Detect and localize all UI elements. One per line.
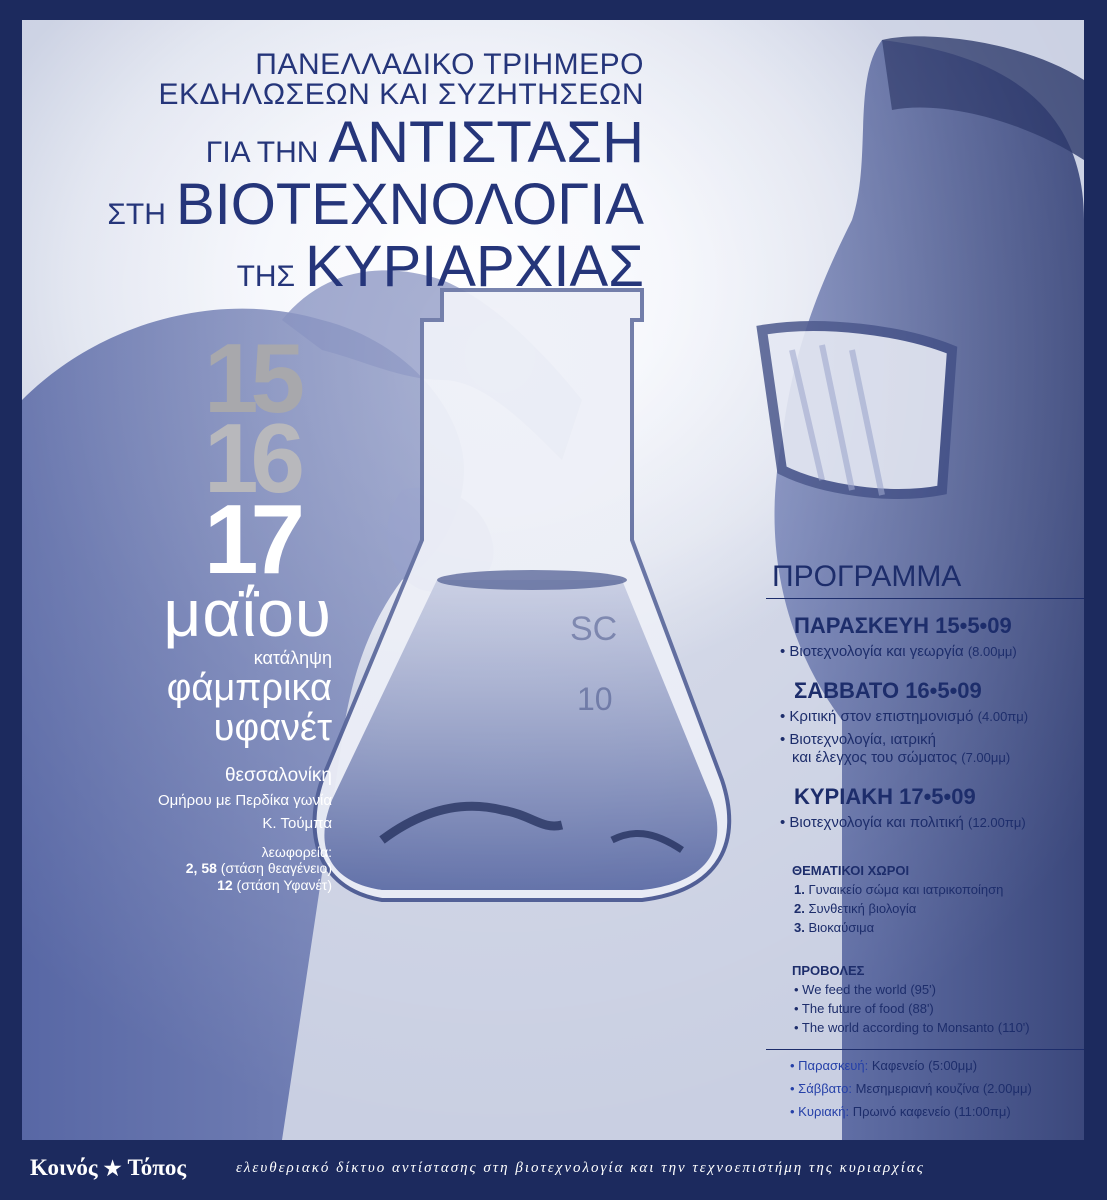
- theme-number: 1.: [794, 881, 805, 897]
- meal-item: [790, 1058, 1084, 1073]
- event-time: (7.00μμ): [961, 750, 1011, 766]
- title-line-4-main: ΒΙΟΤΕΧΝΟΛΟΓΙΑ: [175, 172, 644, 237]
- bus-line-1: [82, 860, 332, 878]
- venue-name-1: φάμπρικα: [166, 667, 332, 709]
- event-text: • Βιοτεχνολογία και γεωργία: [780, 643, 964, 660]
- bus-line-2: [82, 877, 332, 895]
- title-line-1: ΠΑΝΕΛΛΑΔΙΚΟ ΤΡΙΗΜΕΡΟ: [255, 48, 644, 81]
- event-saturday-1: [780, 708, 1084, 727]
- brand-word-1: Κοινός: [30, 1155, 98, 1180]
- theme-text: Γυναικείο σώμα και ιατρικοποίηση: [808, 881, 1004, 897]
- screening-item: • We feed the world (95'): [794, 981, 936, 997]
- event-friday-1: [780, 643, 1084, 662]
- title-line-4-prefix: ΣΤΗ: [107, 198, 166, 231]
- buses-label: λεωφορεία:: [261, 843, 332, 860]
- theme-item: [794, 920, 1084, 935]
- theme-item: [794, 901, 1084, 916]
- venue-name-2: υφανέτ: [213, 706, 332, 749]
- theme-number: 3.: [794, 919, 805, 935]
- date-16: 16: [204, 403, 298, 514]
- date-17: 17: [204, 483, 298, 594]
- poster-panel: [22, 20, 1084, 1140]
- theme-text: Συνθετική βιολογία: [808, 900, 917, 916]
- themes-title: ΘΕΜΑΤΙΚΟΙ ΧΩΡΟΙ: [792, 862, 910, 878]
- divider: [766, 1049, 1084, 1050]
- address-line-2: Κ. Τούμπα: [262, 815, 332, 833]
- title-line-5-prefix: ΤΗΣ: [236, 260, 296, 293]
- day-friday: ΠΑΡΑΣΚΕΥΗ 15•5•09: [794, 613, 1012, 638]
- bus-1-number: 2, 58: [185, 859, 217, 876]
- network-brand: [30, 1155, 186, 1181]
- meal-day: • Κυριακή:: [790, 1103, 850, 1119]
- title-line-5-main: ΚΥΡΙΑΡΧΙΑΣ: [305, 234, 644, 299]
- event-time: (8.00μμ): [967, 644, 1017, 659]
- city-label: θεσσαλονίκη: [224, 764, 332, 786]
- date-15: 15: [204, 323, 298, 433]
- meal-item: [790, 1081, 1084, 1096]
- meal-text: Μεσημεριανή κουζίνα (2.00μμ): [855, 1080, 1032, 1096]
- bus-2-number: 12: [217, 877, 233, 894]
- meal-text: Καφενείο (5:00μμ): [871, 1057, 978, 1073]
- brand-word-2: Τόπος: [127, 1155, 187, 1180]
- meal-day: • Σάββατο:: [790, 1080, 852, 1096]
- title-line-5: [107, 234, 644, 299]
- theme-item: [794, 882, 1084, 897]
- event-saturday-2: [780, 731, 1084, 769]
- meal-text: Πρωινό καφενείο (11:00πμ): [852, 1103, 1011, 1119]
- theme-text: Βιοκαύσιμα: [808, 919, 875, 935]
- venue-info: [82, 576, 332, 895]
- title-line-3: [107, 110, 644, 175]
- occupation-label: κατάληψη: [253, 648, 332, 668]
- star-icon: ★: [103, 1158, 122, 1180]
- bus-1-stop: (στάση θεαγένειο): [220, 859, 332, 876]
- address-line-1: Ομήρου με Περδίκα γωνία: [157, 791, 332, 809]
- event-text: • Βιοτεχνολογία και πολιτική: [780, 814, 964, 831]
- bus-2-stop: (στάση Υφανέτ): [236, 877, 332, 894]
- day-saturday: ΣΑΒΒΑΤΟ 16•5•09: [794, 677, 982, 703]
- month-label: μαΐου: [163, 576, 332, 650]
- screenings-title: ΠΡΟΒΟΛΕΣ: [792, 962, 865, 978]
- event-time: (4.00πμ): [977, 708, 1029, 724]
- program-panel: [766, 560, 1084, 1119]
- event-text: • Κριτική στον επιστημονισμό: [780, 707, 974, 725]
- event-text-cont: και έλεγχος του σώματος: [792, 749, 958, 767]
- event-dates: [204, 323, 298, 594]
- svg-text:10: 10: [577, 681, 613, 717]
- title-line-3-main: ΑΝΤΙΣΤΑΣΗ: [328, 110, 644, 175]
- day-sunday: ΚΥΡΙΑΚΗ 17•5•09: [794, 784, 976, 809]
- footer: [0, 1140, 1107, 1200]
- title-line-4: [107, 172, 644, 237]
- network-tagline: ελευθεριακό δίκτυο αντίστασης στη βιοτεχνολογία και την τεχνοεπιστήμη της κυριαρχίας: [236, 1160, 925, 1176]
- event-title: [107, 48, 644, 299]
- theme-number: 2.: [794, 900, 805, 916]
- event-text: • Βιοτεχνολογία, ιατρική: [780, 730, 937, 748]
- meal-item: [790, 1104, 1084, 1119]
- screening-item: • The future of food (88'): [794, 1000, 934, 1016]
- screening-item: • The world according to Monsanto (110'): [794, 1019, 1030, 1035]
- title-line-3-prefix: ΓΙΑ ΤΗΝ: [205, 136, 319, 169]
- event-time: (12.00πμ): [968, 815, 1026, 830]
- program-title: ΠΡΟΓΡΑΜΜΑ: [766, 560, 1084, 599]
- meal-day: • Παρασκευή:: [790, 1057, 869, 1073]
- svg-text:SC: SC: [570, 610, 618, 648]
- title-line-2: ΕΚΔΗΛΩΣΕΩΝ ΚΑΙ ΣΥΖΗΤΗΣΕΩΝ: [158, 78, 644, 111]
- event-sunday-1: [780, 814, 1084, 833]
